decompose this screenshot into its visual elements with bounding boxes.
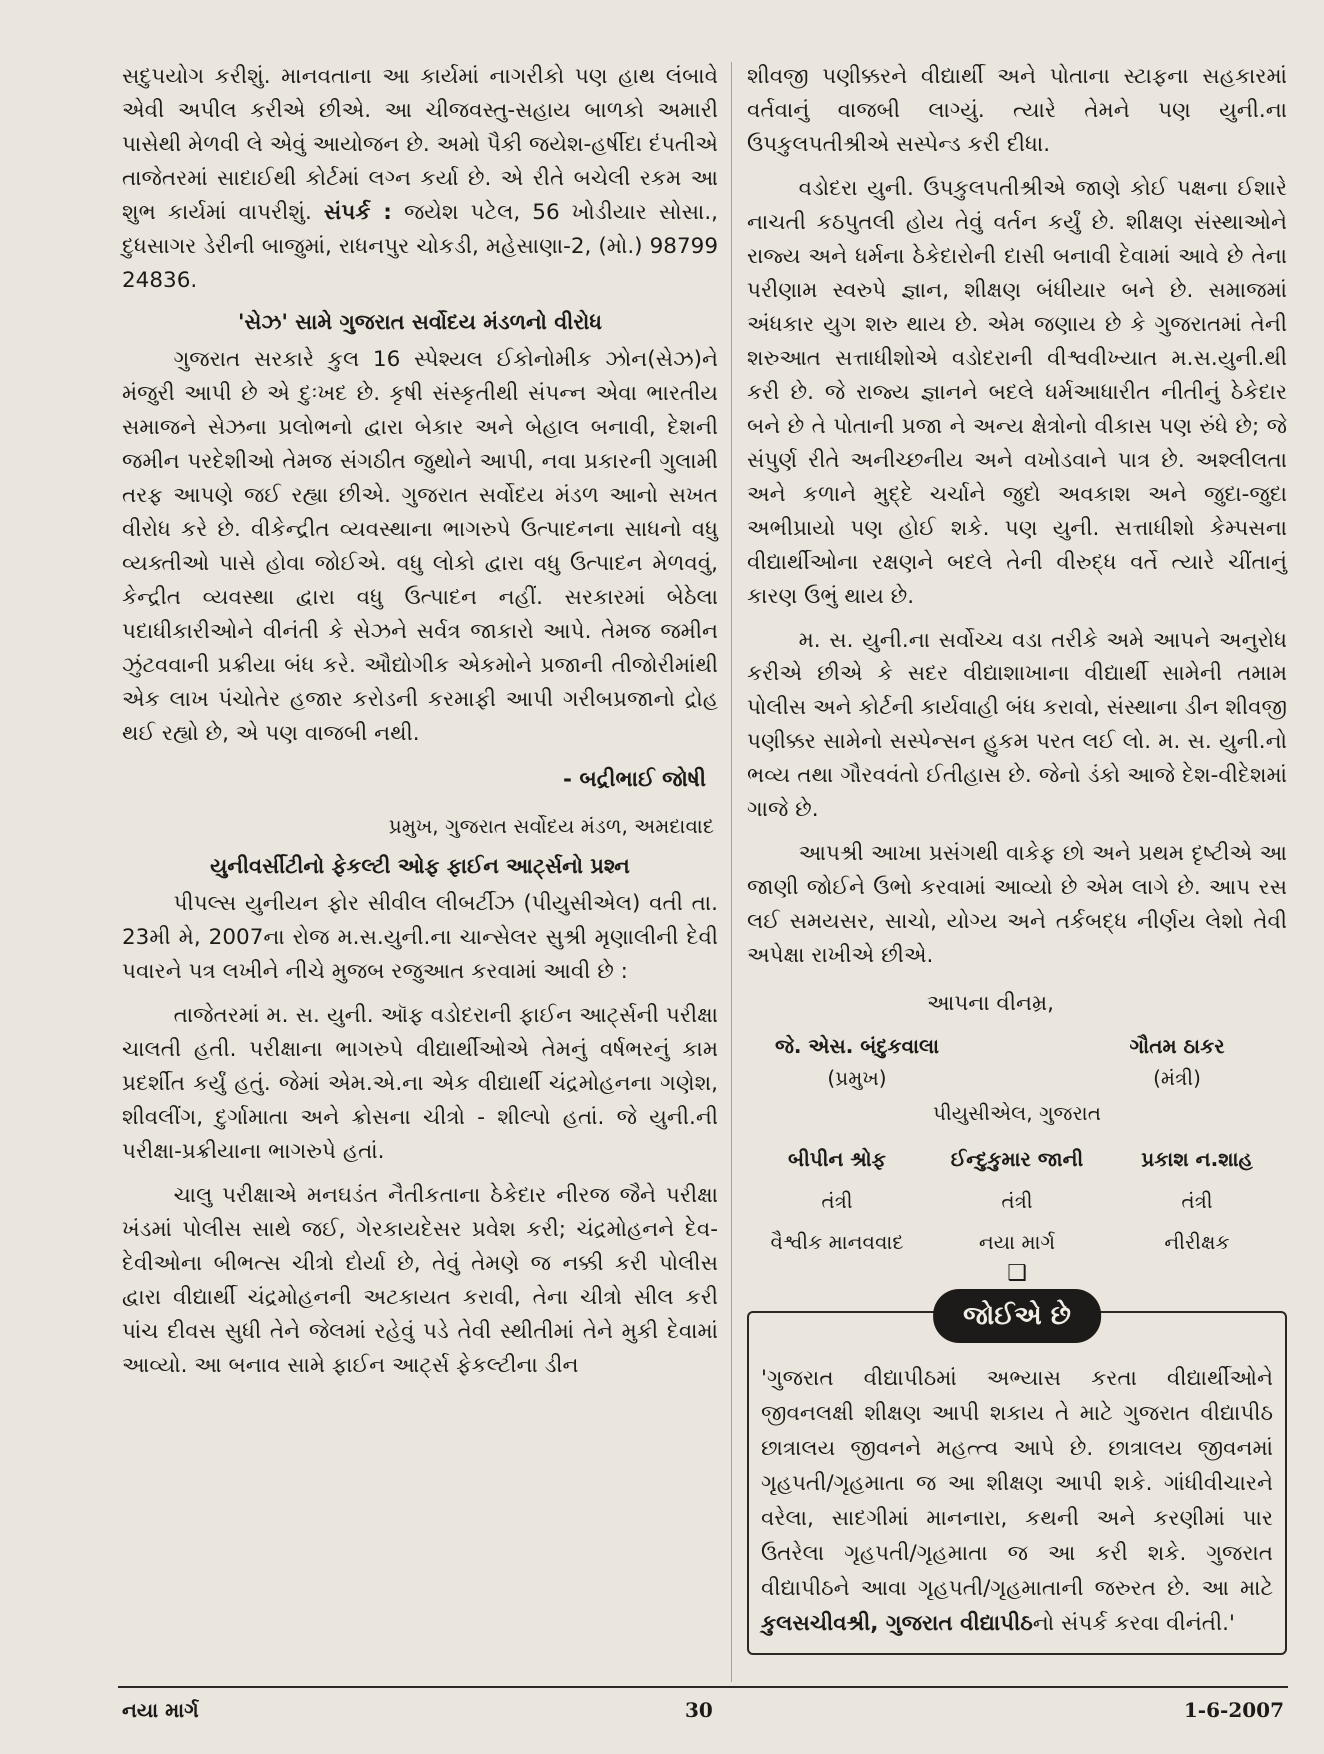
- letter-closing: આપના વીનમ્ર,: [927, 991, 1054, 1017]
- signatory-role: (મંત્રી): [1153, 1065, 1201, 1090]
- contact-details: જયેશ પટેલ, 56 ખોડીયાર સોસા., દુધસાગર ડેરીની બાજુમાં, રાધનપુર ચોકડી, મહેસાણા-2, (મો.) 98799 24836.: [122, 199, 718, 293]
- paragraph: તાજેતરમાં મ. સ. યુની. ઑફ વડોદરાની ફાઈન આર્ટ્સની પરીક્ષા ચાલતી હતી. પરીક્ષાના ભાગરુપે વીદ્યાર્થીઓએ તેમનું વર્ષભરનું કામ પ્રદર્શીત કર્યું હતું. જેમાં એમ.એ.ના એક વીદ્યાર્થી ચંદ્રમોહનના ગણેશ, શીવલીંગ, દુર્ગામાતા અને ક્રોસના ચીત્રો - શીલ્પો હતાં. જે યુની.ની પરીક્ષા-પ્રક્રીયાના ભાગરુપે હતાં.: [122, 1003, 718, 1165]
- contact-office: કુલસચીવશ્રી, ગુજરાત વીદ્યાપીઠ: [761, 1610, 1033, 1636]
- editor-name: બીપીન શ્રોફ: [788, 1146, 886, 1171]
- editor-name: પ્રકાશ ન.શાહ: [1141, 1146, 1253, 1171]
- article-heading: 'સેઝ' સામે ગુજરાત સર્વોદય મંડળનો વીરોધ: [237, 309, 603, 334]
- contact-label: સંપર્ક :: [323, 199, 392, 225]
- editor-role: તંત્રી: [821, 1188, 853, 1213]
- footer-rule: [118, 1686, 1288, 1688]
- wanted-notice-title: જોઈએ છે: [933, 1289, 1101, 1343]
- section-end-icon: ❑: [1007, 1260, 1027, 1286]
- editor-role: તંત્રી: [1181, 1188, 1213, 1213]
- column-divider: [731, 62, 732, 1682]
- article-heading: યુનીવર્સીટીનો ફેકલ્ટી ઓફ ફાઈન આર્ટ્સનો પ્રશ્ન: [210, 854, 630, 879]
- paragraph: મ. સ. યુની.ના સર્વોચ્ચ વડા તરીકે અમે આપને અનુરોધ કરીએ છીએ કે સદર વીદ્યાશાખાના વીદ્યાર્થી સામેની તમામ પોલીસ અને કોર્ટની કાર્યવાહી બંધ કરાવો, સંસ્થાના ડીન શીવજી પણીક્કર સામેનો સસ્પેન્સન હુકમ પરત લઈ લો. મ. સ. યુની.નો ભવ્ય તથા ગૌરવવંતો ઈતીહાસ છે. જેનો ડંકો આજે દેશ-વીદેશમાં ગાજે છે.: [747, 627, 1287, 823]
- left-column: [122, 60, 718, 1383]
- editor-publication: નીરીક્ષક: [1164, 1230, 1230, 1255]
- footer-date: 1-6-2007: [1183, 1698, 1284, 1722]
- editor-name: ઈન્દુકુમાર જાની: [950, 1146, 1084, 1171]
- signatories-top: [747, 1031, 1287, 1094]
- footer-publication: નયા માર્ગ: [122, 1698, 199, 1722]
- organization-name: પીયુસીએલ, ગુજરાત: [933, 1101, 1101, 1126]
- footer-page-number: 30: [685, 1698, 713, 1722]
- signatory-role: (પ્રમુખ): [827, 1065, 887, 1090]
- signatory-name: જે. એસ. બંદુકવાલા: [774, 1034, 940, 1059]
- paragraph: વડોદરા યુની. ઉપકુલપતીશ્રીએ જાણે કોઈ પક્ષના ઈશારે નાચતી કઠપુતલી હોય તેવું વર્તન કર્યું છે. શીક્ષણ સંસ્થાઓને રાજ્ય અને ધર્મના ઠેકેદારોની દાસી બનાવી દેવામાં આવે છે તેના પરીણામ સ્વરુપે જ્ઞાન, શીક્ષણ બંધીયાર બને છે. સમાજમાં અંધકાર યુગ શરુ થાય છે. એમ જણાય છે કે ગુજરાતમાં તેની શરુઆત સત્તાધીશોએ વડોદરાની વીશ્વવીખ્યાત મ.સ.યુની.થી કરી છે. જે રાજ્ય જ્ઞાનને બદલે ધર્મઆધારીત નીતીનું ઠેકેદાર બને છે તે પોતાની પ્રજા ને અન્ય ક્ષેત્રોનો વીકાસ પણ રુંધે છે; જે સંપુર્ણ રીતે અનીચ્છનીય અને વખોડવાને પાત્ર છે. અશ્લીલતા અને કળાને મુદ્દે ચર્ચાને જુદો અવકાશ અને જુદા-જુદા અભીપ્રાયો પણ હોઈ શકે. પણ યુની. સત્તાધીશો કેમ્પસના વીદ્યાર્થીઓના રક્ષણને બદલે તેની વીરુદ્ધ વર્તે ત્યારે ચીંતાનું કારણ ઉભું થાય છે.: [747, 175, 1287, 609]
- editors-signatories: [747, 1144, 1287, 1259]
- paragraph: શીવજી પણીક્કરને વીદ્યાર્થી અને પોતાના સ્ટાફના સહકારમાં વર્તવાનું વાજબી લાગ્યું. ત્યારે તેમને પણ યુની.ના ઉપકુલપતીશ્રીએ સસ્પેન્ડ કરી દીધા.: [747, 64, 1287, 157]
- author-designation: પ્રમુખ, ગુજરાત સર્વોદય મંડળ, અમદાવાદ: [388, 813, 714, 838]
- paragraph: ગુજરાત સરકારે કુલ 16 સ્પેશ્યલ ઈકોનોમીક ઝોન(સેઝ)ને મંજુરી આપી છે એ દુઃખદ છે. કૃષી સંસ્કૃતીથી સંપન્ન એવા ભારતીય સમાજને સેઝના પ્રલોભનો દ્વારા બેકાર અને બેહાલ બનાવી, દેશની જમીન પરદેશીઓ તેમજ સંગઠીત જુથોને આપી, નવા પ્રકારની ગુલામી તરફ આપણે જઈ રહ્યા છીએ. ગુજરાત સર્વોદય મંડળ આનો સખત વીરોધ કરે છે. વીકેન્દ્રીત વ્યવસ્થાના ભાગરુપે ઉત્પાદનના સાધનો વધુ વ્યક્તીઓ પાસે હોવા જોઈએ. વધુ લોકો દ્વારા વધુ ઉત્પાદન મેળવવું, કેન્દ્રીત વ્યવસ્થા દ્વારા વધુ ઉત્પાદન નહીં. સરકારમાં બેઠેલા પદાધીકારીઓને વીનંતી કે સેઝને સર્વત્ર જાકારો આપે. તેમજ જમીન ઝુંટવવાની પ્રક્રીયા બંધ કરે. ઔદ્યોગીક એકમોને પ્રજાની તીજોરીમાંથી એક લાખ પંચોતેર હજાર કરોડની કરમાફી આપી ગરીબપ્રજાનો દ્રોહ થઈ રહ્યો છે, એ પણ વાજબી નથી.: [122, 346, 718, 746]
- editor-publication: નયા માર્ગ: [978, 1230, 1056, 1255]
- wanted-notice-box: [747, 1300, 1287, 1655]
- paragraph: આપશ્રી આખા પ્રસંગથી વાકેફ છો અને પ્રથમ દૃષ્ટીએ આ જાણી જોઈને ઉભો કરવામાં આવ્યો છે એમ લાગે છે. આપ રસ લઈ સમયસર, સાચો, યોગ્ય અને તર્કબદ્ધ નીર્ણય લેશો તેવી અપેક્ષા રાખીએ છીએ.: [747, 841, 1287, 969]
- paragraph: ચાલુ પરીક્ષાએ મનઘડંત નૈતીકતાના ઠેકેદાર નીરજ જૈને પરીક્ષા ખંડમાં પોલીસ સાથે જઈ, ગેરકાયદેસર પ્રવેશ કરી; ચંદ્રમોહનને દેવ-દેવીઓના બીભત્સ ચીત્રો દોર્યા છે, તેવું તેમણે જ નક્કી કરી પોલીસ દ્વારા વીદ્યાર્થી ચંદ્રમોહનની અટકાયત કરાવી, તેના ચીત્રો સીલ કરી પાંચ દીવસ સુધી તેને જેલમાં રહેવું પડે તેવી સ્થીતીમાં તેને મુકી દેવામાં આવ્યો. આ બનાવ સામે ફાઈન આર્ટ્સ ફેકલ્ટીના ડીન: [122, 1183, 718, 1378]
- editor-role: તંત્રી: [1001, 1188, 1033, 1213]
- signatory: [747, 1031, 967, 1094]
- paragraph: પીપલ્સ યુનીયન ફોર સીવીલ લીબર્ટીઝ (પીયુસીએલ) વતી તા. 23મી મે, 2007ના રોજ મ.સ.યુની.ના ચાન્સેલર સુશ્રી મૃણાલીની દેવી પવારને પત્ર લખીને નીચે મુજબ રજુઆત કરવામાં આવી છે :: [122, 891, 718, 985]
- editor-publication: વૈશ્વીક માનવવાદ: [770, 1230, 904, 1255]
- signatory: [1067, 1031, 1287, 1094]
- signatory-name: ગૌતમ ઠાકર: [1129, 1034, 1225, 1059]
- paragraph: સદુપયોગ કરીશું. માનવતાના આ કાર્યમાં નાગરીકો પણ હાથ લંબાવે એવી અપીલ કરીએ છીએ. આ ચીજવસ્તુ-સહાય બાળકો અમારી પાસેથી મેળવી લે એવું આયોજન છે. અમો પૈકી જયેશ-હર્ષીદા દંપતીએ તાજેતરમાં સાદાઈથી કોર્ટમાં લગ્ન કર્યા છે. એ રીતે બચેલી રકમ આ શુભ કાર્યમાં વાપરીશું. સંપર્ક : જયેશ પટેલ, 56 ખોડીયાર સોસા., દુધસાગર ડેરીની બાજુમાં, રાધનપુર ચોકડી, મહેસાણા-2, (મો.) 98799 24836.: [122, 64, 718, 293]
- author-signoff: - બદ્રીભાઈ જોષી: [563, 766, 706, 792]
- wanted-notice-text: 'ગુજરાત વીદ્યાપીઠમાં અભ્યાસ કરતા વીદ્યાર્થીઓને જીવનલક્ષી શીક્ષણ આપી શકાય તે માટે ગુજરાત વીદ્યાપીઠ છાત્રાલય જીવનને મહત્ત્વ આપે છે. છાત્રાલય જીવનમાં ગૃહપતી/ગૃહમાતા જ આ શીક્ષણ આપી શકે. ગાંધીવીચારને વરેલા, સાદગીમાં માનનારા, કથની અને કરણીમાં પાર ઉતરેલા ગૃહપતી/ગૃહમાતા જ આ કરી શકે. ગુજરાત વીદ્યાપીઠને આવા ગૃહપતી/ગૃહમાતાની જરુરત છે. આ માટે કુલસચીવશ્રી, ગુજરાત વીદ્યાપીઠનો સંપર્ક કરવા વીનંતી.': [761, 1365, 1273, 1636]
- right-column: [747, 60, 1287, 1655]
